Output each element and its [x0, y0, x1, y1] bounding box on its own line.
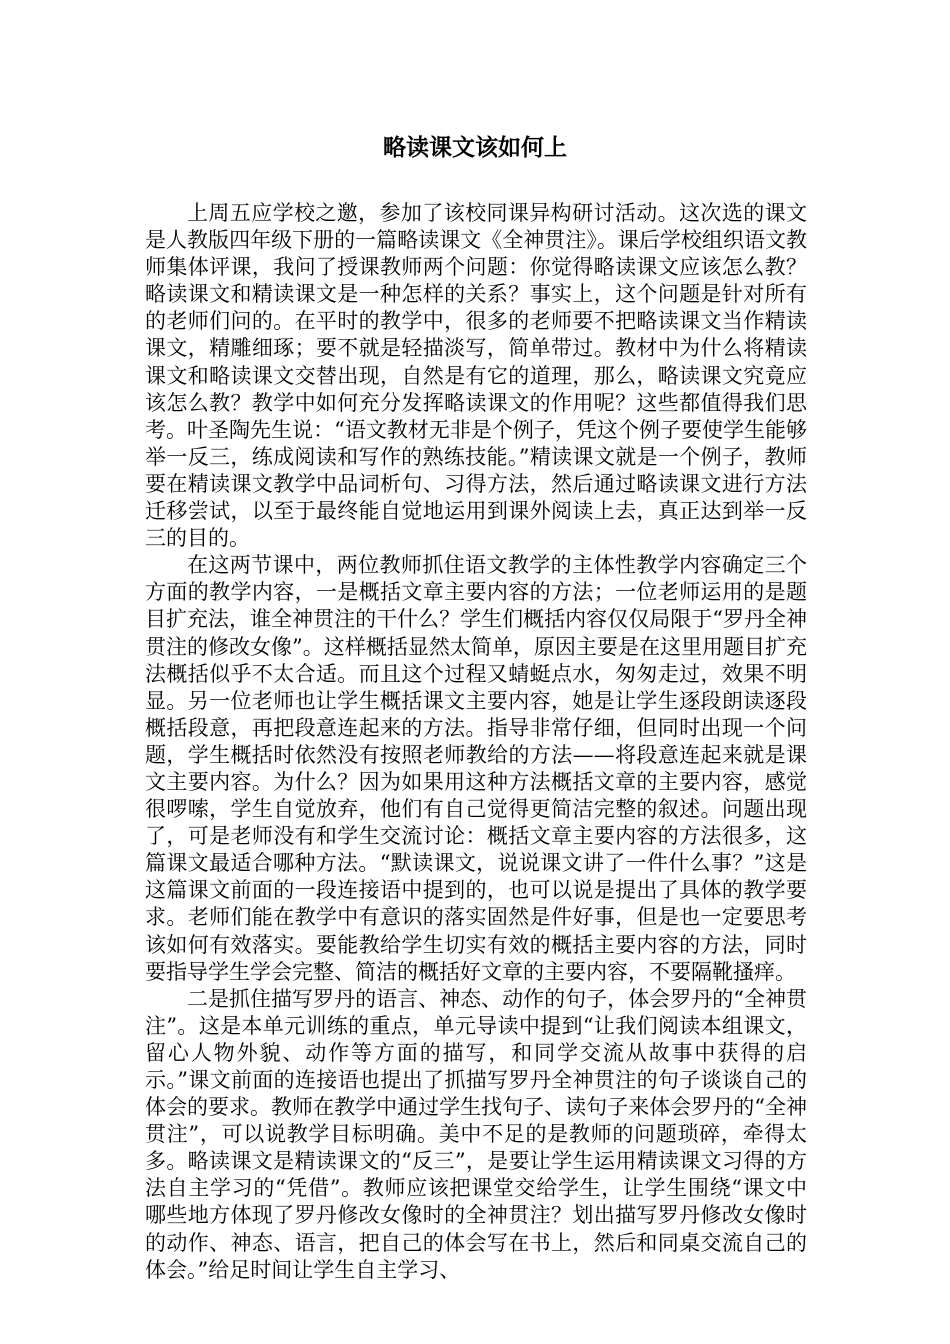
paragraph-1: 上周五应学校之邀，参加了该校同课异构研讨活动。这次选的课文是人教版四年级下册的一篇略读课文《全神贯注》。课后学校组织语文教师集体评课，我问了授课教师两个问题：你觉得略读课文应该怎么教？略读课文和精读课文是一种怎样的关系？事实上，这个问题是针对所有的老师们问的。在平时的教学中，很多的老师要不把略读课文当作精读课文，精雕细琢；要不就是轻描淡写，简单带过。教材中为什么将精读课文和略读课文交替出现，自然是有它的道理，那么，略读课文究竟应该怎么教？教学中如何充分发挥略读课文的作用呢？这些都值得我们思考。叶圣陶先生说：“语文教材无非是个例子，凭这个例子要使学生能够举一反三，练成阅读和写作的熟练技能。”精读课文就是一个例子，教师要在精读课文教学中品词析句、习得方法，然后通过略读课文进行方法迁移尝试，以至于最终能自觉地运用到课外阅读上去，真正达到举一反三的目的。 [145, 201, 807, 551]
document-title: 略读课文该如何上 [383, 134, 567, 161]
paragraph-3: 二是抓住描写罗丹的语言、神态、动作的句子，体会罗丹的“全神贯注”。这是本单元训练的重点，单元导读中提到“让我们阅读本组课文，留心人物外貌、动作等方面的描写，和同学交流从故事中获得的启示。”课文前面的连接语也提出了抓描写罗丹全神贯注的句子谈谈自己的体会的要求。教师在教学中通过学生找句子、读句子来体会罗丹的“全神贯注”，可以说教学目标明确。美中不足的是教师的问题琐碎，牵得太多。略读课文是精读课文的“反三”，是要让学生运用精读课文习得的方法自主学习的“凭借”。教师应该把课堂交给学生，让学生围绕“课文中哪些地方体现了罗丹修改女像时的全神贯注？划出描写罗丹修改女像时的动作、神态、语言，把自己的体会写在书上，然后和同桌交流自己的体会。”给足时间让学生自主学习、 [145, 986, 807, 1282]
document-body [145, 200, 807, 1284]
paragraph-2: 在这两节课中，两位教师抓住语文教学的主体性教学内容确定三个方面的教学内容，一是概括文章主要内容的方法；一位老师运用的是题目扩充法，谁全神贯注的干什么？学生们概括内容仅仅局限于“罗丹全神贯注的修改女像”。这样概括显然太简单，原因主要是在这里用题目扩充法概括似乎不太合适。而且这个过程又蜻蜓点水，匆匆走过，效果不明显。另一位老师也让学生概括课文主要内容，她是让学生逐段朗读逐段概括段意，再把段意连起来的方法。指导非常仔细，但同时出现一个问题，学生概括时依然没有按照老师教给的方法——将段意连起来就是课文主要内容。为什么？因为如果用这种方法概括文章的主要内容，感觉很啰嗦，学生自觉放弃，他们有自己觉得更简洁完整的叙述。问题出现了，可是老师没有和学生交流讨论：概括文章主要内容的方法很多，这篇课文最适合哪种方法。“默读课文，说说课文讲了一件什么事？”这是这篇课文前面的一段连接语中提到的，也可以说是提出了具体的教学要求。老师们能在教学中有意识的落实固然是件好事，但是也一定要思考该如何有效落实。要能教给学生切实有效的概括主要内容的方法，同时要指导学生学会完整、简洁的概括好文章的主要内容，不要隔靴搔痒。 [145, 553, 807, 984]
